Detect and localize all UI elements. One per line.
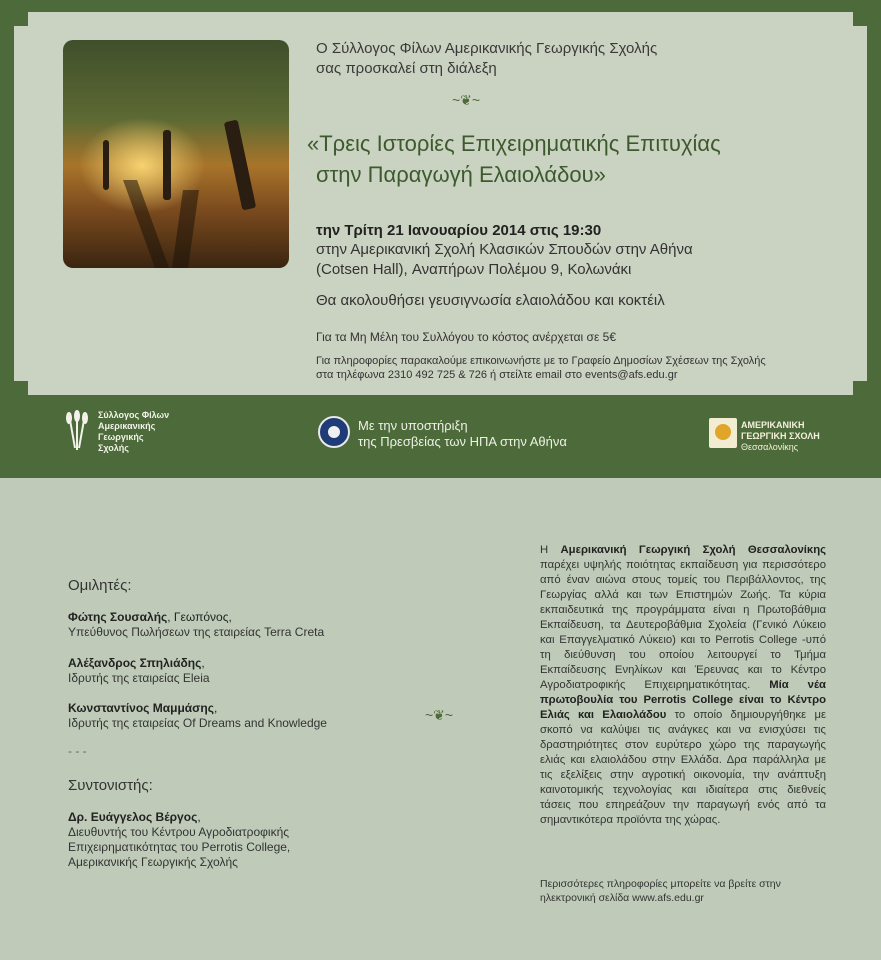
speakers-heading: Ομιλητές: [68, 577, 132, 594]
speaker-name: Αλέξανδρος Σπηλιάδης, [68, 656, 205, 670]
speaker-role: Υπεύθυνος Πωλήσεων της εταιρείας Terra Creta [68, 625, 325, 639]
afs-name: ΑΜΕΡΙΚΑΝΙΚΗ ΓΕΩΡΓΙΚΗ ΣΧΟΛΗ Θεσσαλονίκης [741, 420, 820, 452]
event-date: την Τρίτη 21 Ιανουαρίου 2014 στις 19:30 [316, 222, 602, 239]
invitation-card [0, 0, 881, 478]
venue-line2: (Cotsen Hall), Αναπήρων Πολέμου 9, Κολωνάκι [316, 261, 632, 278]
lecture-title-line1: «Τρεις Ιστορίες Επιχειρηματικής Επιτυχίας [307, 131, 721, 156]
speaker-role: Ιδρυτής της εταιρείας Of Dreams and Knowledge [68, 716, 327, 730]
corner-notch [853, 12, 867, 26]
contact-info-line2: στα τηλέφωνα 2310 492 725 & 726 ή στείλτε email στο events@afs.edu.gr [316, 369, 678, 381]
moderator-role: Διευθυντής του Κέντρου Αγροδιατροφικής [68, 825, 290, 839]
separator: - - - [68, 744, 87, 758]
invite-line: σας προσκαλεί στη διάλεξη [316, 60, 497, 77]
association-name: Σύλλογος Φίλων Αμερικανικής Γεωργικής Σχολής [98, 410, 170, 453]
embassy-seal-icon [318, 416, 350, 448]
corner-notch [14, 12, 28, 26]
school-description: Η Αμερικανική Γεωργική Σχολή Θεσσαλονίκης παρέχει υψηλής ποιότητας εκπαίδευση για περισσότερο από έναν αιώνα στους τομείς του Περιβάλλοντος, της Γεωργίας αλλά και των Επιστημών Ζωής. Τα κύρια εκπαιδευτικά της προγράμματα είναι η Πρωτοβάθμια Εκπαίδευση, τα Δευτεροβάθμια Σχολεία (Γενικό Λύκειο και Επαγγελματικό Λύκειο) και το Perrotis College -υπό τη διεύθυνση του οποίου λειτουργεί το Τμήμα Εκπαίδευσης Ενηλίκων και Έρευνας και το Κέντρο Αγροδιατροφικής Επιχειρηματικότητας. Μία νέα πρωτοβουλία του Perrotis College είναι το Κέντρο Ελιάς και Ελαιολάδου το οποίο δημιουργήθηκε με σκοπό να καλύψει τις ανάγκες και να ενισχύσει τις δραστηριότητες στον ευρύτερο χώρο της παραγωγής ελιάς και ελαιολάδου στην Ελλάδα. Δρα παράλληλα με τις εξελίξεις στην αγροτική οικονομία, την ανάπτυξη καινοτομικής τεχνολογίας και ιδιαίτερα στις διεθνείς τάσεις που επηρεάζουν την παραγωγή ενός από τα σημαντικότερα προϊόντα της χώρας. [540, 544, 826, 826]
ornament-icon: ~❦~ [452, 92, 481, 108]
corner-notch [14, 381, 28, 395]
organizer-line: Ο Σύλλογος Φίλων Αμερικανικής Γεωργικής Σχολής [316, 40, 658, 57]
afs-logo-icon [709, 418, 737, 448]
olive-grove-photo [63, 40, 289, 268]
speaker-role: Ιδρυτής της εταιρείας Eleia [68, 671, 210, 685]
contact-info-line1: Για πληροφορίες παρακαλούμε επικοινωνήστε με το Γραφείο Δημοσίων Σχέσεων της Σχολής [316, 355, 766, 367]
moderator-role: Επιχειρηματικότητας του Perrotis College, [68, 840, 291, 854]
moderator-role: Αμερικανικής Γεωργικής Σχολής [68, 855, 238, 869]
speaker-name: Κωνσταντίνος Μαμμάσης, [68, 701, 218, 715]
lecture-title-line2: στην Παραγωγή Ελαιολάδου» [316, 162, 606, 187]
moderator-heading: Συντονιστής: [68, 777, 153, 794]
ornament-icon: ~❦~ [425, 707, 454, 723]
corner-notch [853, 381, 867, 395]
moderator-name: Δρ. Ευάγγελος Βέργος, [68, 810, 201, 824]
support-line2: της Πρεσβείας των ΗΠΑ στην Αθήνα [358, 434, 567, 449]
wheat-logo-icon [62, 408, 92, 452]
tasting-note: Θα ακολουθήσει γευσιγνωσία ελαιολάδου και κοκτέιλ [316, 292, 665, 309]
venue-line1: στην Αμερικανική Σχολή Κλασικών Σπουδών στην Αθήνα [316, 241, 693, 258]
support-line1: Με την υποστήριξη [358, 418, 468, 433]
speaker-name: Φώτης Σουσαλής, Γεωπόνος, [68, 610, 232, 624]
cost-note: Για τα Μη Μέλη του Συλλόγου το κόστος ανέρχεται σε 5€ [316, 330, 616, 344]
more-info: Περισσότερες πληροφορίες μπορείτε να βρείτε στην ηλεκτρονική σελίδα www.afs.edu.gr [540, 878, 781, 904]
